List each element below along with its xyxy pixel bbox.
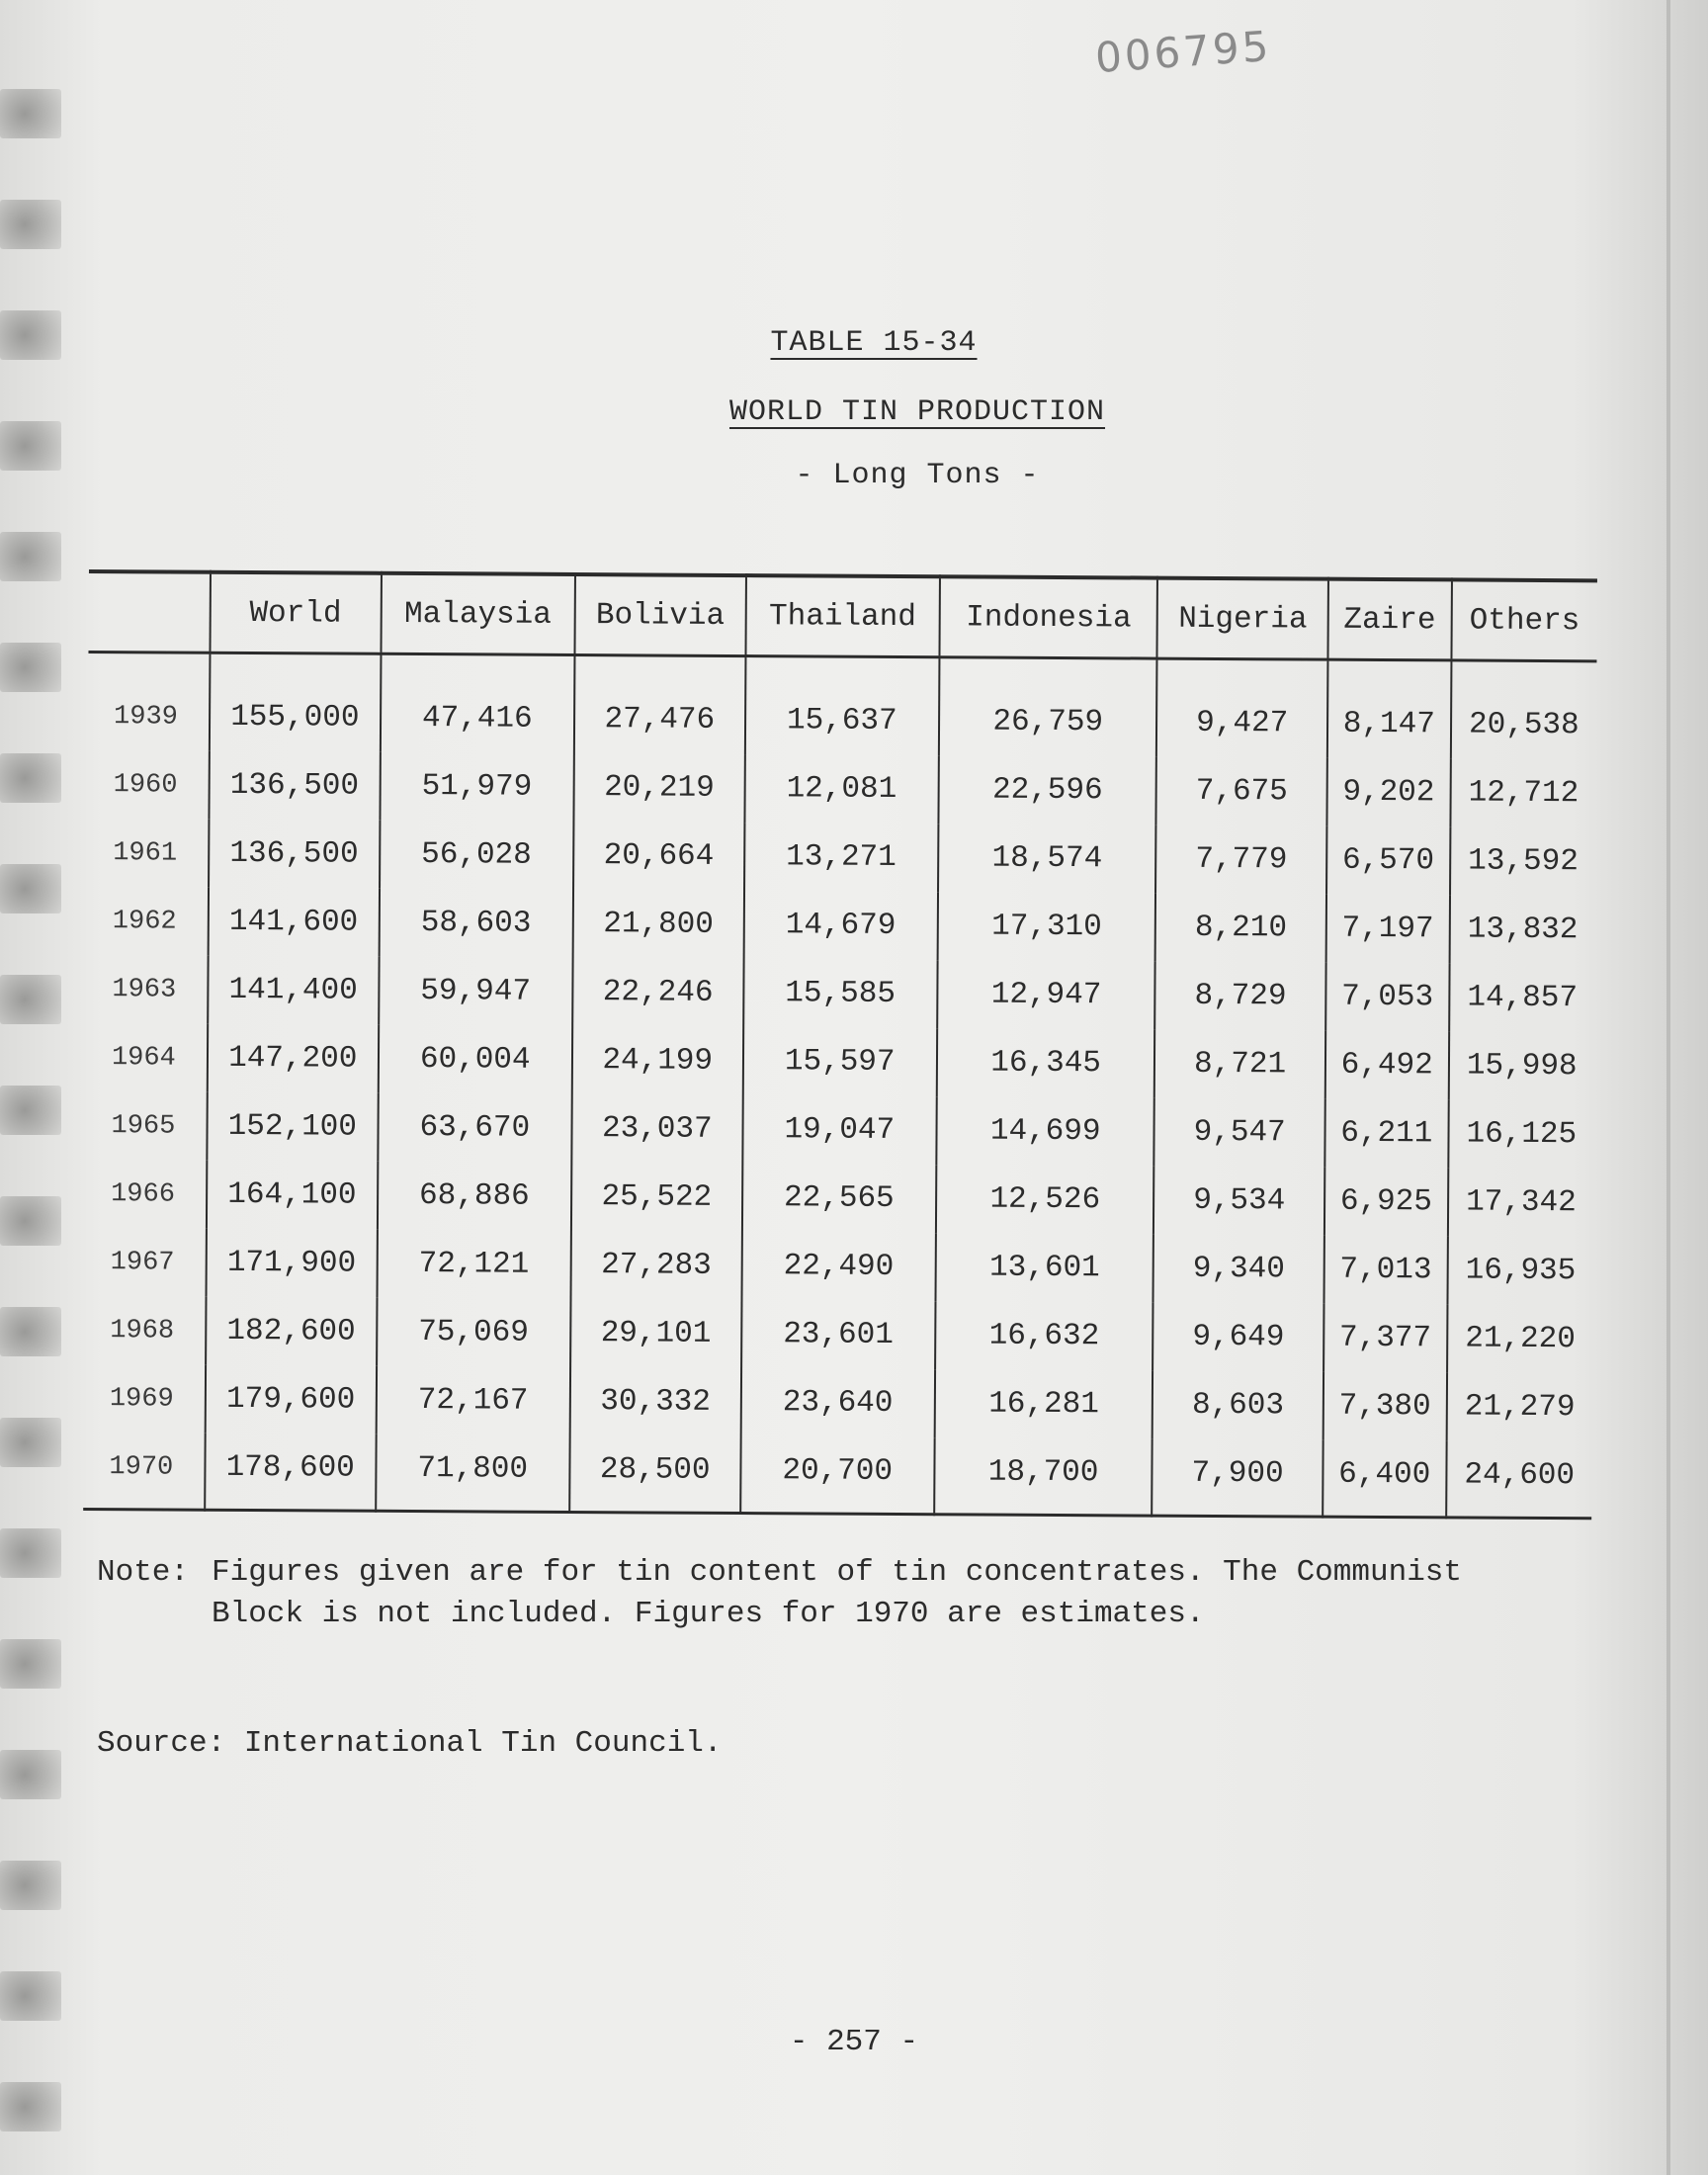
table-row: [85, 1091, 1593, 1169]
table-cell: 21,279: [1446, 1372, 1592, 1441]
table-cell: 9,340: [1153, 1235, 1324, 1304]
table-cell: 15,597: [742, 1027, 937, 1096]
table-body: [83, 652, 1596, 1518]
table-cell: 47,416: [380, 653, 574, 753]
binding-hole: [0, 1971, 61, 2021]
table-cell: 14,857: [1449, 963, 1595, 1032]
table-cell: 6,400: [1323, 1440, 1446, 1518]
table-cell: 63,670: [378, 1093, 572, 1163]
table-cell: 17,342: [1448, 1168, 1594, 1237]
table-row: [84, 1296, 1592, 1373]
table-row: [83, 1433, 1591, 1519]
row-year: 1962: [112, 906, 177, 937]
table-cell: 72,121: [377, 1230, 571, 1299]
table-cell: 8,729: [1155, 962, 1326, 1031]
table-cell: 24,199: [572, 1026, 743, 1095]
table-cell: 16,345: [937, 1028, 1155, 1097]
binding-hole: [0, 1307, 61, 1356]
table-cell: 8,147: [1327, 659, 1451, 758]
column-header: Others: [1451, 579, 1597, 660]
column-header: Bolivia: [574, 574, 745, 656]
table-cell: 16,632: [935, 1301, 1153, 1370]
binding-hole: [0, 1528, 61, 1578]
binding-hole: [0, 643, 61, 692]
table-cell: 9,547: [1154, 1098, 1325, 1168]
table-header-row: [88, 571, 1596, 661]
row-year: 1964: [111, 1042, 176, 1074]
table-cell: 7,053: [1325, 963, 1449, 1032]
table-cell: 136,500: [209, 820, 380, 889]
table-cell: 7,377: [1324, 1304, 1447, 1373]
table-cell: 7,380: [1324, 1372, 1447, 1441]
table-cell: 8,721: [1154, 1030, 1325, 1099]
row-year: 1969: [109, 1383, 174, 1415]
table-cell: 9,649: [1153, 1303, 1324, 1372]
table-cell: 7,779: [1155, 826, 1326, 895]
row-year: 1960: [113, 769, 178, 801]
table-cell: 182,600: [206, 1297, 377, 1366]
table-cell: 21,220: [1447, 1304, 1593, 1373]
table-cell: 22,565: [741, 1164, 936, 1233]
table-cell: 141,400: [208, 956, 379, 1025]
table-cell: 26,759: [939, 657, 1157, 757]
source-line: Source: International Tin Council.: [97, 1726, 723, 1761]
row-year: 1961: [113, 837, 178, 869]
binding-hole: [0, 1639, 61, 1689]
binding-hole: [0, 1196, 61, 1246]
table-cell: 22,596: [938, 755, 1156, 825]
binding-hole: [0, 421, 61, 471]
table-cell: 7,197: [1326, 895, 1450, 964]
table-cell: 58,603: [379, 889, 573, 958]
table-cell: 13,601: [935, 1233, 1153, 1302]
table-cell: 12,526: [936, 1165, 1154, 1234]
table-cell: 179,600: [206, 1365, 377, 1435]
table-cell: 152,100: [207, 1092, 378, 1162]
table-cell: 20,219: [573, 753, 744, 823]
page-number: - 257 -: [789, 2025, 919, 2059]
binding-hole: [0, 975, 61, 1024]
production-table-wrap: [83, 569, 1597, 1520]
table-cell: 25,522: [571, 1163, 742, 1232]
table-cell: 28,500: [569, 1436, 740, 1514]
table-cell: 13,592: [1450, 826, 1596, 896]
table-cell: 51,979: [380, 752, 574, 822]
table-cell: 16,935: [1447, 1236, 1593, 1305]
column-header: [88, 571, 210, 652]
table-cell: 9,427: [1156, 658, 1327, 758]
table-cell: 17,310: [938, 892, 1156, 961]
column-header: Nigeria: [1157, 578, 1328, 660]
table-cell: 14,679: [743, 891, 938, 960]
table-cell: 60,004: [378, 1025, 572, 1094]
table-cell: 15,585: [743, 959, 938, 1028]
table-units: - Long Tons -: [795, 459, 1040, 492]
table-cell: 23,640: [740, 1368, 935, 1437]
column-header: Malaysia: [381, 573, 575, 655]
row-year: 1963: [112, 974, 177, 1005]
row-year: 1939: [114, 701, 178, 733]
table-row: [84, 1364, 1592, 1441]
binding-hole: [0, 1418, 61, 1467]
table-row: [87, 750, 1595, 827]
table-cell: 147,200: [208, 1024, 379, 1093]
table-cell: 24,600: [1446, 1440, 1592, 1518]
note-text: Figures given are for tin content of tin concentrates. The Communist Block is not included. Figures for 1970 are estimates.: [212, 1555, 1463, 1631]
table-cell: 21,800: [573, 890, 744, 959]
row-year: 1966: [111, 1178, 176, 1210]
table-cell: 22,246: [572, 958, 743, 1027]
table-cell: 14,699: [936, 1096, 1154, 1166]
table-cell: 12,081: [744, 754, 939, 824]
table-cell: 136,500: [209, 751, 380, 821]
table-cell: 75,069: [377, 1298, 571, 1367]
binding-hole: [0, 89, 61, 138]
table-cell: 20,538: [1450, 660, 1596, 759]
table-cell: 72,167: [376, 1366, 570, 1436]
table-cell: 7,675: [1156, 757, 1327, 826]
table-title: WORLD TIN PRODUCTION: [728, 395, 1106, 429]
table-cell: 12,712: [1450, 758, 1596, 827]
table-cell: 6,211: [1324, 1099, 1448, 1169]
table-cell: 19,047: [742, 1095, 937, 1165]
table-cell: 178,600: [205, 1434, 376, 1512]
binding-hole: [0, 753, 61, 803]
table-cell: 22,490: [741, 1232, 936, 1301]
table-row: [85, 1160, 1593, 1237]
column-header: Thailand: [745, 575, 940, 657]
row-year: 1967: [110, 1247, 175, 1278]
table-row: [86, 955, 1594, 1032]
table-cell: 15,637: [744, 656, 939, 756]
table-cell: 9,534: [1153, 1167, 1324, 1236]
table-cell: 171,900: [207, 1229, 378, 1298]
table-cell: 15,998: [1448, 1031, 1594, 1100]
table-row: [87, 819, 1595, 896]
table-cell: 6,925: [1324, 1168, 1448, 1237]
binding-holes: [0, 89, 71, 2145]
row-year: 1970: [109, 1451, 174, 1483]
table-cell: 16,281: [935, 1369, 1153, 1438]
table-cell: 30,332: [570, 1367, 741, 1436]
table-row: [88, 652, 1597, 759]
table-cell: 29,101: [570, 1299, 741, 1368]
table-cell: 27,476: [574, 655, 745, 755]
table-row: [87, 887, 1595, 964]
table-cell: 20,700: [740, 1436, 935, 1515]
table-cell: 23,601: [741, 1300, 936, 1369]
table-cell: 20,664: [573, 822, 744, 891]
production-table: [83, 569, 1597, 1520]
binding-hole: [0, 1861, 61, 1910]
row-year: 1965: [111, 1110, 176, 1142]
column-header: Zaire: [1327, 579, 1451, 660]
binding-hole: [0, 1750, 61, 1799]
table-cell: 71,800: [376, 1435, 570, 1513]
table-cell: 16,125: [1448, 1099, 1594, 1169]
table-row: [85, 1228, 1593, 1305]
table-row: [86, 1023, 1594, 1100]
table-cell: 7,013: [1324, 1236, 1447, 1305]
binding-hole: [0, 1086, 61, 1135]
table-cell: 13,271: [744, 823, 939, 892]
table-cell: 23,037: [571, 1094, 742, 1164]
table-cell: 8,210: [1155, 894, 1326, 963]
binding-hole: [0, 532, 61, 581]
table-cell: 6,570: [1326, 826, 1450, 896]
table-cell: 164,100: [207, 1161, 378, 1230]
document-number: 006795: [1093, 21, 1273, 83]
table-cell: 59,947: [379, 957, 573, 1026]
table-cell: 13,832: [1449, 895, 1595, 964]
table-cell: 18,574: [938, 824, 1156, 893]
table-cell: 56,028: [380, 821, 574, 890]
binding-hole: [0, 200, 61, 249]
table-cell: 12,947: [937, 960, 1155, 1029]
table-cell: 141,600: [209, 888, 380, 957]
column-header: World: [210, 572, 381, 654]
table-label: TABLE 15-34: [770, 326, 978, 360]
binding-hole: [0, 864, 61, 914]
table-cell: 18,700: [934, 1437, 1153, 1516]
table-cell: 155,000: [210, 652, 381, 752]
table-cell: 9,202: [1326, 758, 1450, 827]
binding-hole: [0, 2082, 61, 2132]
table-cell: 7,900: [1153, 1439, 1324, 1518]
table-cell: 68,886: [377, 1162, 571, 1231]
column-header: Indonesia: [939, 576, 1157, 658]
table-cell: 8,603: [1153, 1371, 1324, 1440]
table-cell: 27,283: [571, 1231, 742, 1300]
row-year: 1968: [110, 1315, 175, 1347]
table-cell: 6,492: [1325, 1031, 1449, 1100]
note-label: Note:: [97, 1555, 190, 1590]
